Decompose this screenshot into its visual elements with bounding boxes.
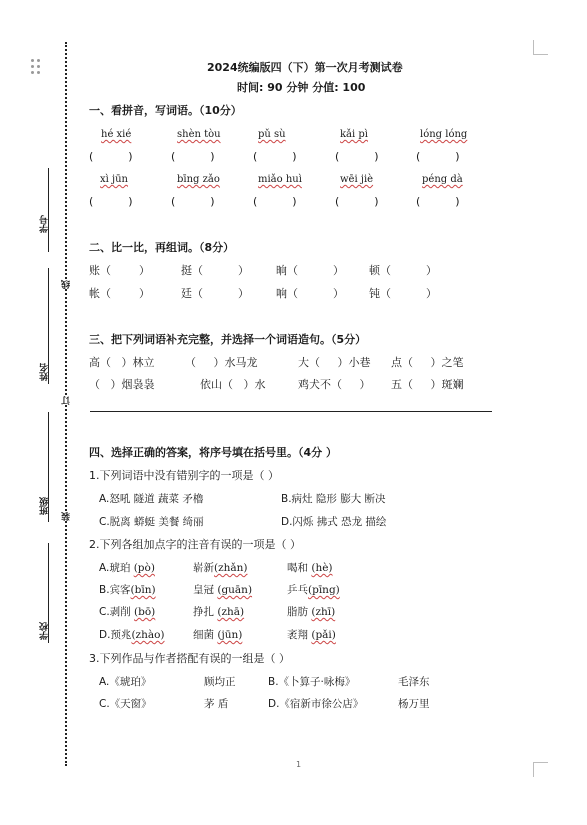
- question-3-option-a-author: 顾均正: [204, 676, 236, 688]
- idiom-item[interactable]: （ ）烟袅袅: [89, 378, 155, 391]
- question-1-stem: 1.下列词语中没有错别字的一项是（ ）: [89, 469, 279, 482]
- student-id-underline: [48, 168, 49, 252]
- option-pinyin: (guān): [217, 584, 253, 596]
- word-group-item[interactable]: 顿（ ）: [369, 264, 437, 277]
- answer-blank[interactable]: ( ): [253, 195, 297, 208]
- option-word: 崭新: [193, 562, 214, 574]
- answer-blank[interactable]: ( ): [89, 195, 133, 208]
- binding-mark-order: 订: [62, 396, 72, 405]
- word-group-item[interactable]: 挺（ ）: [181, 264, 249, 277]
- word-group-item[interactable]: 廷（ ）: [181, 287, 249, 300]
- exam-info: 时间: 90 分钟 分值: 100: [237, 81, 366, 94]
- answer-blank[interactable]: ( ): [416, 195, 460, 208]
- option-pinyin: (pò): [133, 562, 155, 574]
- pinyin: xì jūn: [100, 174, 128, 185]
- question-3-option-d-author: 杨万里: [398, 698, 430, 710]
- exam-title: 2024统编版四（下）第一次月考测试卷: [207, 61, 403, 74]
- option-word: 琥珀: [109, 562, 131, 574]
- option-word: 袤翔: [287, 629, 308, 641]
- question-1-option-d[interactable]: D.闪烁 拂式 恐龙 描绘: [281, 516, 387, 528]
- section-4-heading: 四、选择正确的答案，将序号填在括号里。（4分 ）: [89, 446, 337, 459]
- idiom-item[interactable]: （ ）水马龙: [185, 356, 258, 369]
- word-group-item[interactable]: 帐（ ）: [89, 287, 150, 300]
- word-group-item[interactable]: 钝（ ）: [369, 287, 437, 300]
- idiom-item[interactable]: 鸡犬不（ ）: [298, 378, 371, 391]
- pinyin: shèn tòu: [177, 129, 221, 140]
- option-word: 乒乓: [287, 584, 308, 596]
- option-word: 喝和: [287, 562, 308, 574]
- margin-corner-mark: [533, 40, 548, 55]
- option-word: 脂肪: [287, 606, 308, 618]
- question-1-option-b[interactable]: B.病灶 隐形 膨大 断决: [281, 493, 386, 505]
- option-pinyin: (zhī): [311, 606, 336, 618]
- question-3-option-a[interactable]: A.《琥珀》: [99, 676, 152, 688]
- pinyin: wēi jiè: [340, 174, 374, 185]
- idiom-item[interactable]: 依山（ ）水: [200, 378, 266, 391]
- option-word: 挣扎: [193, 606, 214, 618]
- pinyin: miǎo huì: [258, 174, 302, 185]
- option-letter: C.: [99, 606, 110, 618]
- question-3-option-c[interactable]: C.《天窗》: [99, 698, 152, 710]
- idiom-item[interactable]: 五（ ）斑斓: [391, 378, 464, 391]
- binding-mark-line: 线: [62, 280, 72, 289]
- question-2-stem: 2.下列各组加点字的注音有误的一项是（ ）: [89, 538, 301, 551]
- word-group-item[interactable]: 晌（ ）: [276, 264, 344, 277]
- question-3-option-c-author: 茅 盾: [204, 698, 229, 710]
- question-3-option-b[interactable]: B.《卜算子·咏梅》: [268, 676, 356, 688]
- option-word: 宾客: [109, 584, 131, 596]
- student-id-label: 学号: [40, 215, 50, 233]
- sentence-writing-line[interactable]: [90, 411, 492, 412]
- school-label: 学校: [40, 622, 50, 640]
- name-label: 姓名: [40, 363, 50, 381]
- option-pinyin: (pǎi): [311, 629, 336, 641]
- binding-mark-bind: 装: [62, 512, 72, 521]
- answer-blank[interactable]: ( ): [171, 195, 215, 208]
- word-group-item[interactable]: 账（ ）: [89, 264, 150, 277]
- section-2-heading: 二、比一比，再组词。（8分）: [89, 241, 235, 254]
- answer-blank[interactable]: ( ): [335, 150, 379, 163]
- drag-handle-icon[interactable]: [30, 58, 42, 74]
- option-pinyin: (bīn): [130, 584, 156, 596]
- pinyin: kǎi pì: [340, 129, 368, 140]
- pinyin: lóng lóng: [420, 129, 468, 140]
- option-word: 预兆: [110, 629, 132, 641]
- option-pinyin: (pīng): [308, 584, 340, 596]
- question-3-stem: 3.下列作品与作者搭配有误的一组是（ ）: [89, 652, 290, 665]
- word-group-item[interactable]: 响（ ）: [276, 287, 344, 300]
- option-letter: A.: [99, 562, 110, 574]
- option-word: 皇冠: [193, 584, 214, 596]
- option-pinyin: (hè): [311, 562, 333, 574]
- option-pinyin: (bō): [134, 606, 156, 618]
- option-word: 剥削: [109, 606, 131, 618]
- option-word: 细菌: [193, 629, 214, 641]
- pinyin: bīng zǎo: [177, 174, 220, 185]
- pinyin: péng dà: [422, 174, 463, 185]
- idiom-item[interactable]: 高（ ）林立: [89, 356, 155, 369]
- answer-blank[interactable]: ( ): [171, 150, 215, 163]
- answer-blank[interactable]: ( ): [416, 150, 460, 163]
- idiom-item[interactable]: 点（ ）之笔: [391, 356, 464, 369]
- pinyin: hé xié: [101, 129, 132, 140]
- margin-corner-mark: [533, 762, 548, 777]
- answer-blank[interactable]: ( ): [335, 195, 379, 208]
- option-letter: B.: [99, 584, 110, 596]
- question-1-option-a[interactable]: A.怒吼 隧道 蔬菜 矛櫓: [99, 493, 204, 505]
- answer-blank[interactable]: ( ): [89, 150, 133, 163]
- answer-blank[interactable]: ( ): [253, 150, 297, 163]
- question-1-option-c[interactable]: C.脱离 蟒蜓 美餐 绮丽: [99, 516, 204, 528]
- option-pinyin: (zhào): [131, 629, 165, 641]
- section-3-heading: 三、把下列词语补充完整，并选择一个词语造句。（5分）: [89, 333, 367, 346]
- idiom-item[interactable]: 大（ ）小巷: [298, 356, 371, 369]
- option-pinyin: (zhā): [217, 606, 245, 618]
- section-1-heading: 一、看拼音，写词语。（10分）: [89, 104, 242, 117]
- pinyin: pǔ sù: [258, 129, 286, 140]
- option-pinyin: (zhǎn): [214, 562, 248, 574]
- option-pinyin: (jūn): [217, 629, 243, 641]
- question-3-option-b-author: 毛泽东: [398, 676, 430, 688]
- page-number: 1: [296, 760, 302, 769]
- question-3-option-d[interactable]: D.《宿新市徐公店》: [268, 698, 364, 710]
- class-label: 班级: [40, 497, 50, 515]
- option-letter: D.: [99, 629, 111, 641]
